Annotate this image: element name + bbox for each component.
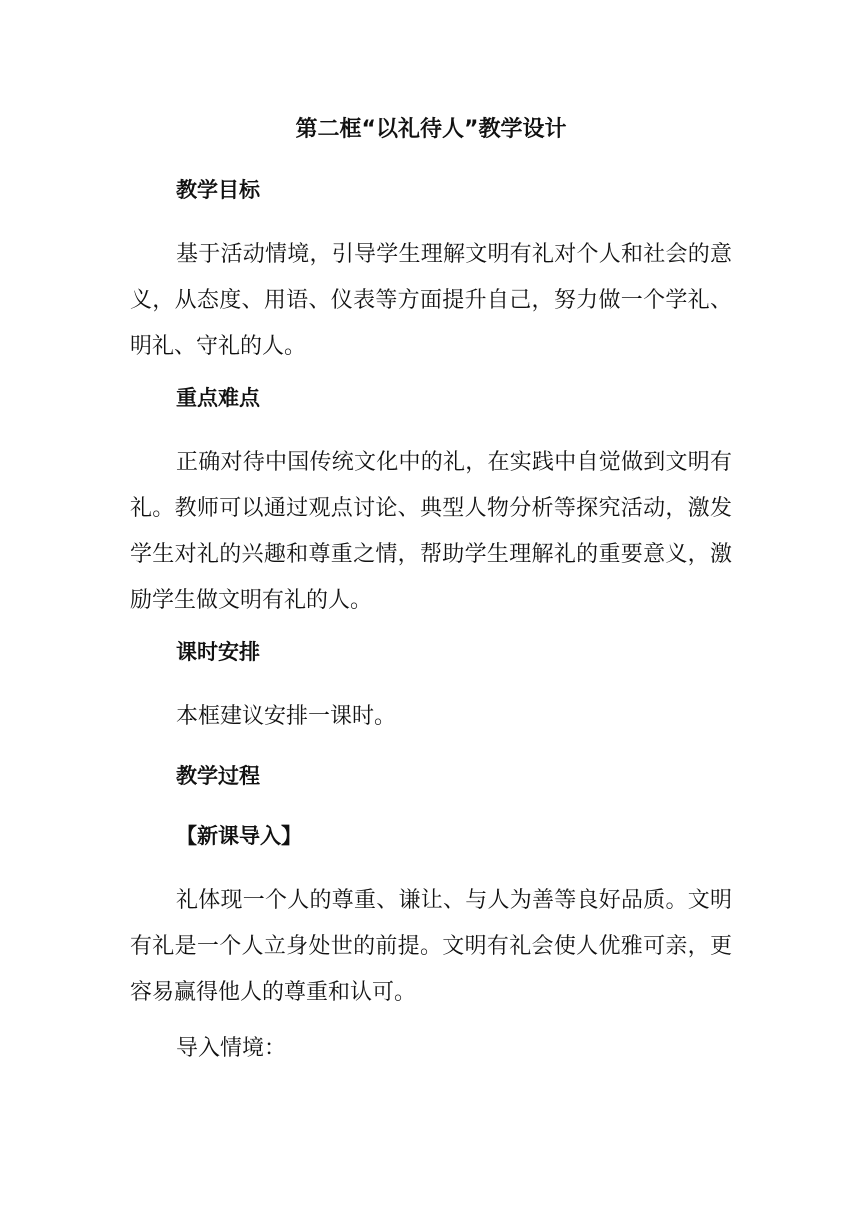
objectives-paragraph: 基于活动情境，引导学生理解文明有礼对个人和社会的意义，从态度、用语、仪表等方面提升自己，努力做一个学礼、明礼、守礼的人。 [130,242,732,359]
section-heading-schedule: 课时安排 [176,640,260,664]
section-heading-objectives: 教学目标 [176,178,260,202]
key-points-paragraph: 正确对待中国传统文化中的礼，在实践中自觉做到文明有礼。教师可以通过观点讨论、典型人物分析等探究活动，激发学生对礼的兴趣和尊重之情，帮助学生理解礼的重要意义，激励学生做文明有礼的人。 [130,450,732,613]
section-heading-introduction: 【新课导入】 [176,824,302,848]
section-heading-process: 教学过程 [176,764,260,788]
section-heading-key-points: 重点难点 [176,386,260,410]
introduction-paragraph: 礼体现一个人的尊重、谦让、与人为善等良好品质。文明有礼是一个人立身处世的前提。文明有礼会使人优雅可亲，更容易赢得他人的尊重和认可。 [130,888,732,1005]
schedule-paragraph: 本框建议安排一课时。 [176,704,397,729]
introduction-scenario-label: 导入情境： [176,1036,287,1061]
document-title: 第二框“以礼待人”教学设计 [295,117,567,142]
